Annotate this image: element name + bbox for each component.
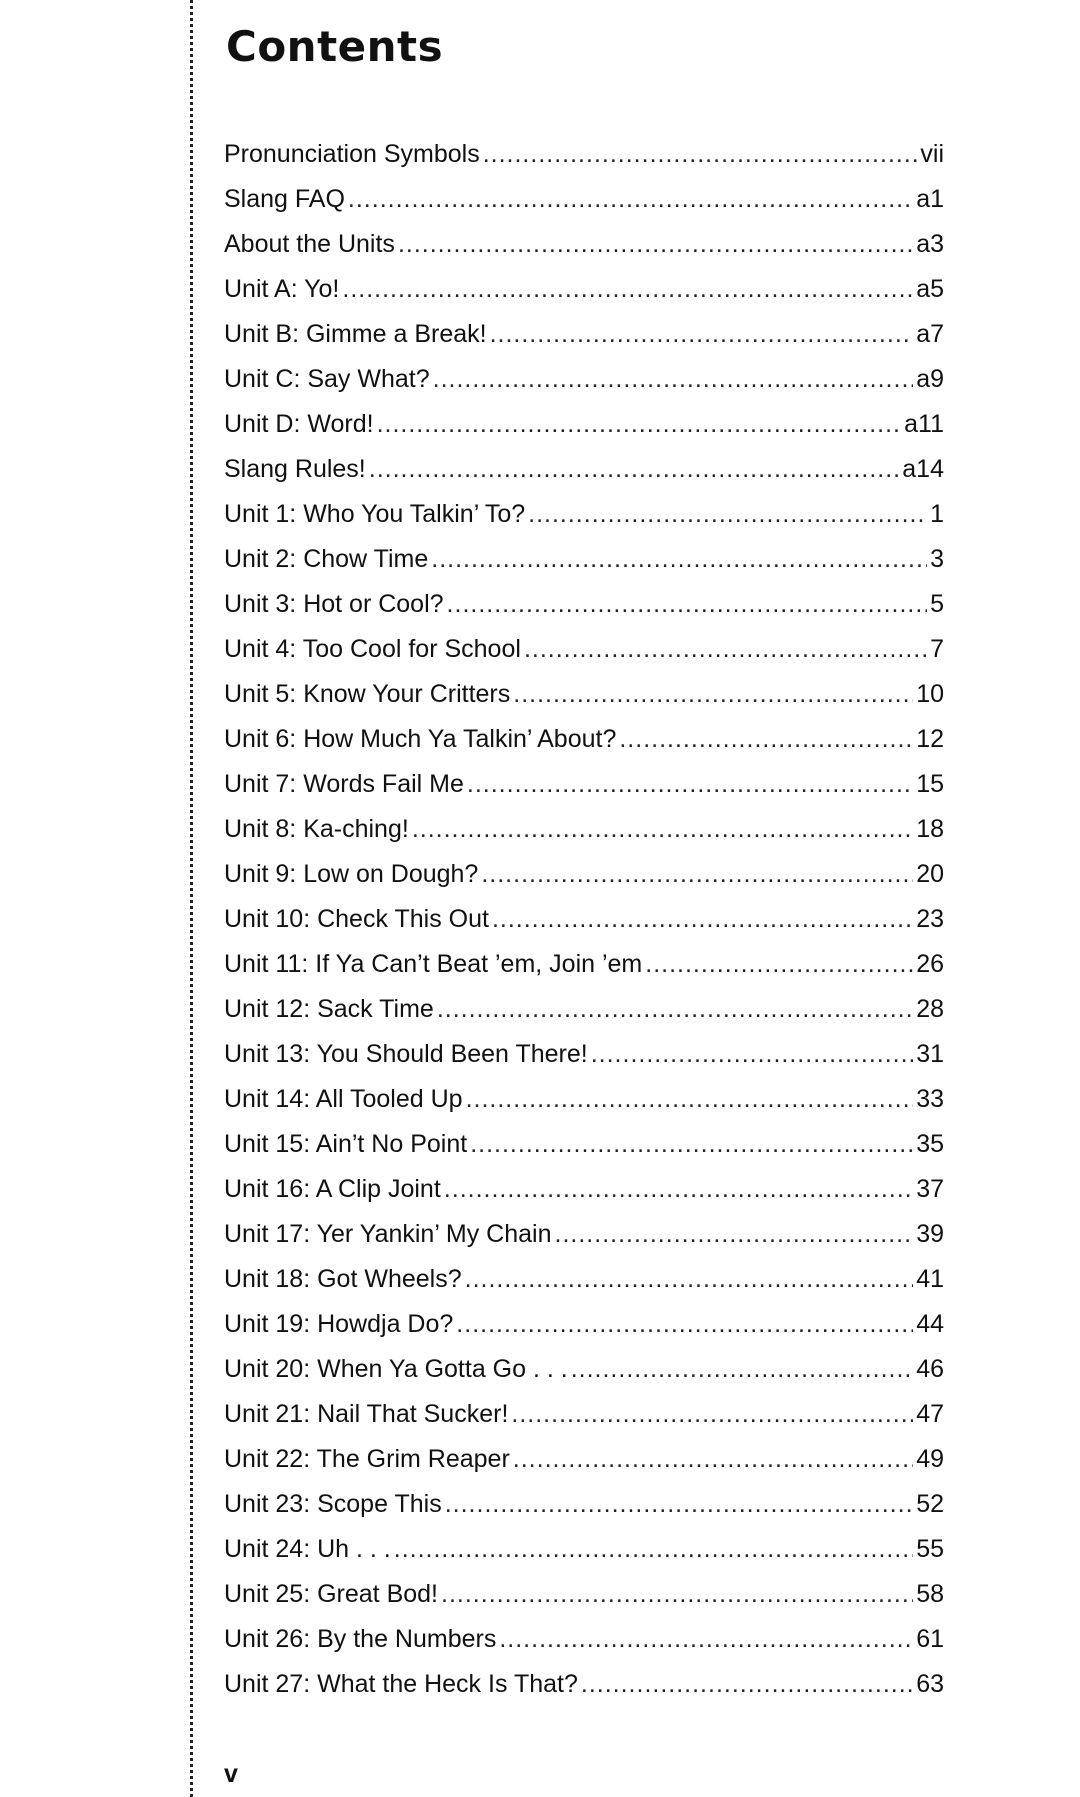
toc-entry[interactable]	[224, 942, 944, 987]
toc-entry-page: 55	[916, 1535, 944, 1563]
toc-entry[interactable]	[224, 1437, 944, 1482]
toc-entry-page: 18	[916, 815, 944, 843]
page-number: v	[224, 1760, 238, 1788]
toc-entry[interactable]	[224, 222, 944, 267]
toc-entry[interactable]	[224, 1392, 944, 1437]
toc-entry-title: Unit B: Gimme a Break!	[224, 320, 487, 348]
toc-entry[interactable]	[224, 1167, 944, 1212]
toc-entry-title: Unit 26: By the Numbers	[224, 1625, 497, 1653]
toc-entry-page: 61	[916, 1625, 944, 1653]
toc-entry[interactable]	[224, 537, 944, 582]
toc-entry-page: vii	[920, 140, 944, 168]
toc-entry-title: Unit 21: Nail That Sucker!	[224, 1400, 509, 1428]
toc-entry-page: a5	[916, 275, 944, 303]
toc-entry-title: Unit 12: Sack Time	[224, 995, 434, 1023]
toc-entry[interactable]	[224, 717, 944, 762]
toc-entry-page: 20	[916, 860, 944, 888]
dot-leader	[470, 1122, 913, 1167]
dot-leader	[348, 177, 913, 222]
toc-entry-page: 37	[916, 1175, 944, 1203]
toc-entry-title: Unit 23: Scope This	[224, 1490, 442, 1518]
dot-leader	[369, 447, 900, 492]
toc-entry[interactable]	[224, 1662, 944, 1707]
toc-entry[interactable]	[224, 1302, 944, 1347]
dot-leader	[528, 492, 927, 537]
toc-entry[interactable]	[224, 1257, 944, 1302]
table-of-contents	[224, 132, 944, 1707]
dot-leader	[465, 1257, 914, 1302]
dot-leader	[394, 1527, 913, 1572]
toc-entry[interactable]	[224, 1347, 944, 1392]
dot-leader	[398, 222, 913, 267]
toc-entry-title: Unit 13: You Should Been There!	[224, 1040, 588, 1068]
toc-entry[interactable]	[224, 1122, 944, 1167]
toc-entry-title: Unit 11: If Ya Can’t Beat ’em, Join ’em	[224, 950, 643, 978]
dot-leader	[433, 357, 914, 402]
toc-entry-title: Unit 16: A Clip Joint	[224, 1175, 441, 1203]
dot-leader	[441, 1572, 913, 1617]
toc-entry-title: Unit 22: The Grim Reaper	[224, 1445, 510, 1473]
toc-entry[interactable]	[224, 762, 944, 807]
toc-entry-title: About the Units	[224, 230, 395, 258]
toc-entry-title: Slang FAQ	[224, 185, 345, 213]
dot-leader	[466, 1077, 914, 1122]
dot-leader	[444, 1167, 913, 1212]
toc-entry-page: 41	[916, 1265, 944, 1293]
dot-leader	[581, 1662, 913, 1707]
toc-entry-title: Unit 2: Chow Time	[224, 545, 429, 573]
toc-entry[interactable]	[224, 402, 944, 447]
dot-leader	[571, 1347, 913, 1392]
toc-entry-title: Unit D: Word!	[224, 410, 374, 438]
toc-entry[interactable]	[224, 987, 944, 1032]
dot-leader	[481, 852, 913, 897]
toc-entry-title: Pronunciation Symbols	[224, 140, 480, 168]
toc-entry-title: Unit 14: All Tooled Up	[224, 1085, 463, 1113]
toc-entry[interactable]	[224, 672, 944, 717]
toc-entry[interactable]	[224, 267, 944, 312]
toc-entry-page: 26	[916, 950, 944, 978]
toc-entry-title: Unit 9: Low on Dough?	[224, 860, 479, 888]
toc-entry-page: 10	[916, 680, 944, 708]
toc-entry-title: Unit 27: What the Heck Is That?	[224, 1670, 578, 1698]
dot-leader	[490, 312, 914, 357]
toc-entry-title: Unit 1: Who You Talkin’ To?	[224, 500, 526, 528]
toc-entry-page: 7	[930, 635, 944, 663]
dot-leader	[431, 537, 927, 582]
toc-entry-page: 5	[930, 590, 944, 618]
dot-leader	[513, 1437, 913, 1482]
toc-entry-page: 33	[916, 1085, 944, 1113]
dot-leader	[447, 582, 928, 627]
toc-entry[interactable]	[224, 1527, 944, 1572]
dot-leader	[467, 762, 913, 807]
dot-leader	[591, 1032, 913, 1077]
toc-entry-title: Unit 24: Uh . . .	[224, 1535, 391, 1563]
toc-entry[interactable]	[224, 582, 944, 627]
dot-leader	[511, 1392, 913, 1437]
toc-entry-title: Unit A: Yo!	[224, 275, 340, 303]
toc-entry[interactable]	[224, 447, 944, 492]
toc-entry-page: a7	[916, 320, 944, 348]
toc-entry-page: 28	[916, 995, 944, 1023]
dot-leader	[437, 987, 913, 1032]
toc-entry-title: Unit 20: When Ya Gotta Go . . .	[224, 1355, 568, 1383]
toc-entry-page: 52	[916, 1490, 944, 1518]
toc-entry[interactable]	[224, 1077, 944, 1122]
toc-entry-page: 58	[916, 1580, 944, 1608]
toc-entry[interactable]	[224, 897, 944, 942]
toc-entry[interactable]	[224, 1212, 944, 1257]
toc-entry-title: Unit 19: Howdja Do?	[224, 1310, 454, 1338]
page-title: Contents	[226, 22, 444, 71]
toc-entry-title: Unit C: Say What?	[224, 365, 430, 393]
toc-entry-page: a1	[916, 185, 944, 213]
dot-leader	[524, 627, 927, 672]
toc-entry-title: Unit 25: Great Bod!	[224, 1580, 439, 1608]
toc-entry-title: Unit 7: Words Fail Me	[224, 770, 464, 798]
toc-entry-page: a11	[904, 410, 944, 438]
toc-entry-title: Unit 15: Ain’t No Point	[224, 1130, 468, 1158]
dot-leader	[499, 1617, 913, 1662]
dot-leader	[513, 672, 913, 717]
toc-entry-title: Unit 4: Too Cool for School	[224, 635, 521, 663]
dot-leader	[619, 717, 913, 762]
toc-entry-title: Unit 18: Got Wheels?	[224, 1265, 462, 1293]
toc-entry[interactable]	[224, 627, 944, 672]
dot-leader	[555, 1212, 914, 1257]
dot-leader	[456, 1302, 913, 1347]
toc-entry-title: Slang Rules!	[224, 455, 366, 483]
toc-entry-page: 47	[916, 1400, 944, 1428]
toc-entry[interactable]	[224, 177, 944, 222]
dot-leader	[342, 267, 913, 312]
dot-leader	[483, 132, 918, 177]
toc-entry-page: 44	[916, 1310, 944, 1338]
toc-entry-page: 49	[916, 1445, 944, 1473]
toc-entry-page: 23	[916, 905, 944, 933]
toc-entry-page: 63	[916, 1670, 944, 1698]
dot-leader	[412, 807, 913, 852]
dot-leader	[645, 942, 913, 987]
toc-entry-page: 46	[916, 1355, 944, 1383]
toc-entry-title: Unit 8: Ka-ching!	[224, 815, 409, 843]
toc-entry-page: 12	[916, 725, 944, 753]
toc-entry-title: Unit 10: Check This Out	[224, 905, 489, 933]
toc-entry-page: a9	[916, 365, 944, 393]
toc-entry[interactable]	[224, 357, 944, 402]
dot-leader	[445, 1482, 913, 1527]
toc-entry[interactable]	[224, 852, 944, 897]
toc-entry-page: 39	[916, 1220, 944, 1248]
toc-entry-title: Unit 3: Hot or Cool?	[224, 590, 444, 618]
toc-entry[interactable]	[224, 1482, 944, 1527]
toc-entry[interactable]	[224, 807, 944, 852]
toc-entry[interactable]	[224, 1032, 944, 1077]
toc-entry-title: Unit 17: Yer Yankin’ My Chain	[224, 1220, 552, 1248]
toc-entry-page: 3	[930, 545, 944, 573]
dotted-margin-rule	[190, 0, 193, 1797]
dot-leader	[377, 402, 902, 447]
toc-entry[interactable]	[224, 492, 944, 537]
dot-leader	[492, 897, 913, 942]
toc-entry-page: 1	[930, 500, 944, 528]
toc-entry[interactable]	[224, 1617, 944, 1662]
toc-entry[interactable]	[224, 132, 944, 177]
toc-entry-page: a14	[902, 455, 944, 483]
toc-entry[interactable]	[224, 1572, 944, 1617]
toc-entry[interactable]	[224, 312, 944, 357]
toc-entry-page: 31	[916, 1040, 944, 1068]
toc-entry-title: Unit 6: How Much Ya Talkin’ About?	[224, 725, 617, 753]
toc-entry-title: Unit 5: Know Your Critters	[224, 680, 511, 708]
toc-entry-page: 15	[916, 770, 944, 798]
toc-entry-page: 35	[916, 1130, 944, 1158]
toc-entry-page: a3	[916, 230, 944, 258]
